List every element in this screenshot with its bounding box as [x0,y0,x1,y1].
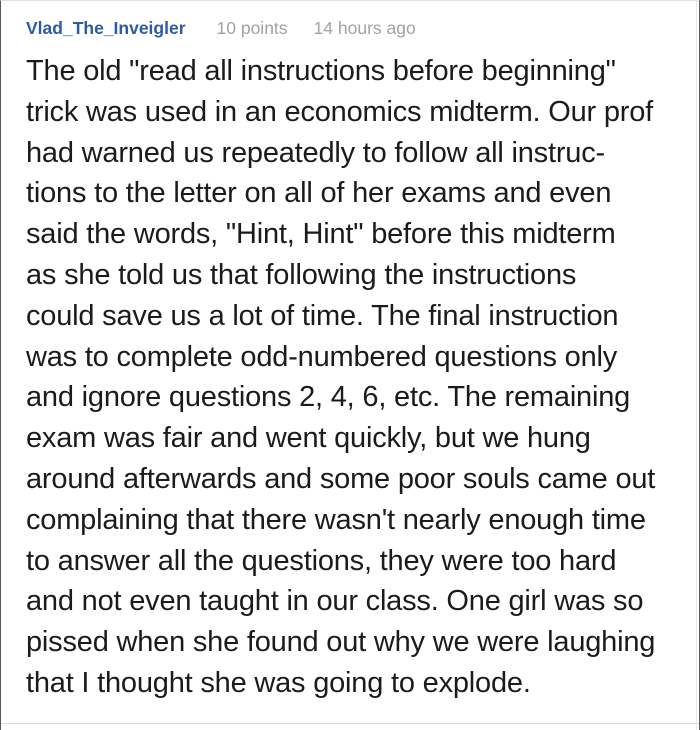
comment-text-line: could save us a lot of time. The final instruction [26,299,619,332]
comment-divider [1,723,699,724]
comment-text-line: tions to the letter on all of her exams and even [26,177,612,210]
comment-text-line: pissed when she found out why we were laughing [26,626,656,659]
comment-text-line: was to complete odd-numbered questions only [26,340,618,373]
points-text: 10 points [216,18,288,38]
comment-body [1,51,699,704]
comment-text-line: had warned us repeatedly to follow all instruc- [26,136,605,169]
comment-text-line: trick was used in an economics midterm. Our prof [26,95,654,128]
timestamp-text: 14 hours ago [313,18,416,38]
username-link[interactable]: Vlad_The_Inveigler [26,18,186,38]
comment-text-line: exam was fair and went quickly, but we hung [26,422,591,455]
comment-text-line: to answer all the questions, they were too hard [26,544,617,577]
comment-text-line: and not even taught in our class. One girl was so [26,585,644,618]
comment-text-line: that I thought she was going to explode. [26,666,531,699]
comment-text-line: around afterwards and some poor souls came out [26,462,656,495]
comment-text-line: and ignore questions 2, 4, 6, etc. The remaining [26,381,631,414]
comment-text-line: as she told us that following the instructions [26,258,577,291]
comment-text-line: said the words, "Hint, Hint" before this midterm [26,218,616,251]
comment-text-line: The old "read all instructions before beginning" [26,55,616,87]
comment-text-line: complaining that there wasn't nearly enough time [26,503,646,536]
comment-header [1,1,699,38]
